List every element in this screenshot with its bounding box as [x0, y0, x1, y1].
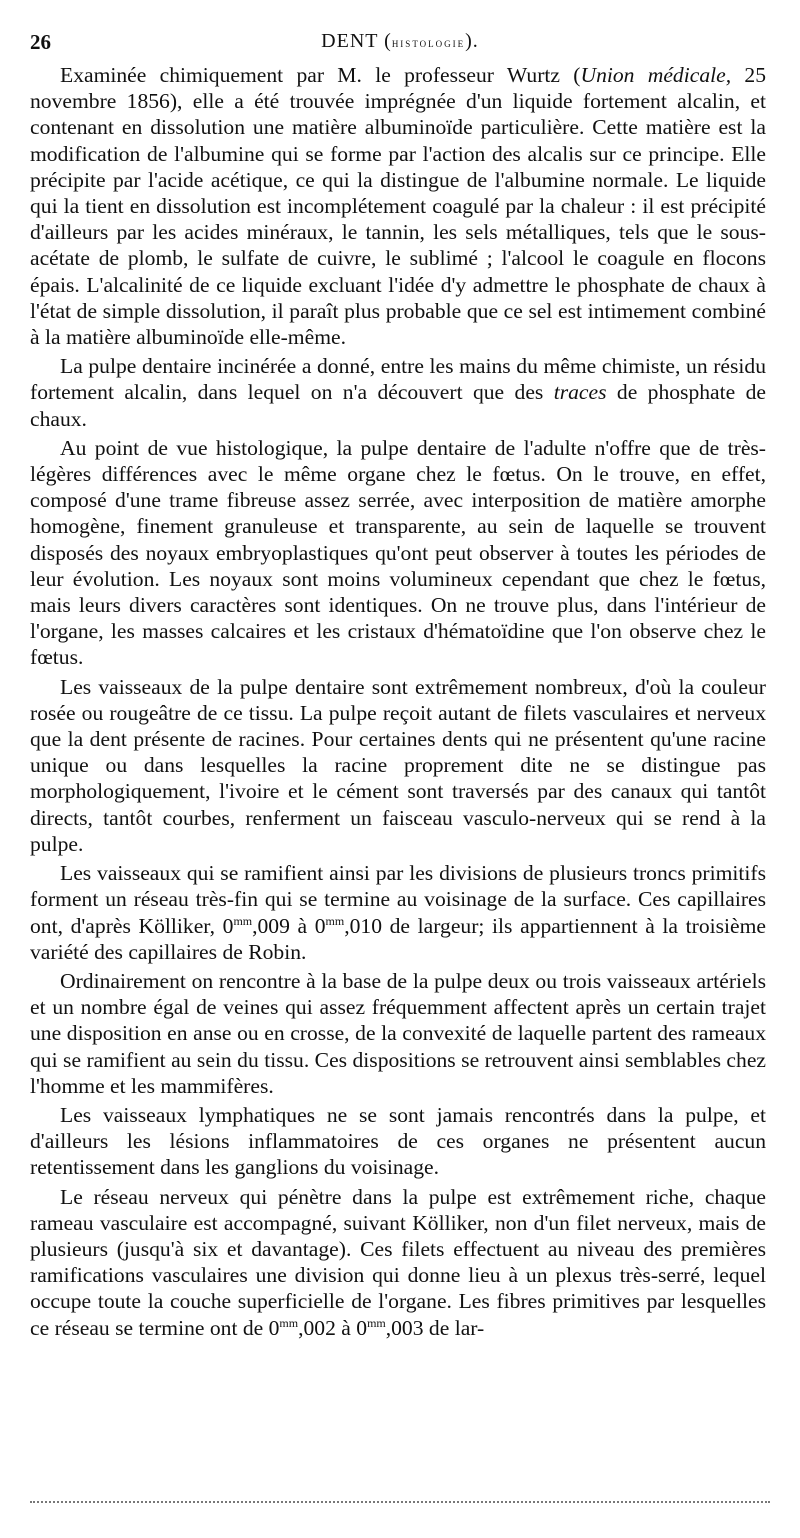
running-title-sub: histologie [391, 35, 466, 50]
unit-superscript: mm [279, 1315, 299, 1330]
paragraph-vessels: Les vaisseaux de la pulpe dentaire sont extrêmement nombreux, d'où la couleur rosée ou rougeâtre de ce tissu. La pulpe reçoit autant de filets vasculaires et nerveux que la dent présente de racines. Pour certaines dents qui ne présentent qu'une racine unique ou dans lesquelles la racine proprement dite ne se distingue pas morphologiquement, l'ivoire et le cément sont traversés par des canaux qui tantôt directs, tantôt courbes, renferment un faisceau vasculo-nerveux qui se rend à la pulpe. [30, 674, 766, 856]
running-title-main: DENT [321, 30, 379, 52]
running-title-open: ( [378, 30, 392, 52]
paragraph-arteries: Ordinairement on rencontre à la base de la pulpe deux ou trois vaisseaux artériels et un nombre égal de veines qui assez fréquemment affectent après un certain trajet une disposition en anse ou en crosse, de la convexité de laquelle partent des rameaux qui se ramifient au sein du tissu. Ces dispositions se retrouvent ainsi semblables chez l'homme et les mammifères. [30, 968, 766, 1098]
text-run: de phosphate de chaux. [30, 380, 766, 431]
page-number: 26 [30, 30, 51, 54]
text-run: ,003 de lar- [385, 1315, 485, 1340]
unit-superscript: mm [367, 1315, 386, 1330]
running-title-close: ). [465, 30, 479, 52]
text-run: ,002 à 0 [298, 1315, 368, 1340]
text-run: Le réseau nerveux qui pénètre dans la pulpe est extrêmement riche, chaque rameau vasculaire est accompagné, suivant Kölliker, non d'un filet nerveux, mais de plusieurs (jusqu'à six et davantage). Ces filets effectuent au niveau des premières ramifications vasculaires une division qui donne lieu à un plexus très-serré, lequel occupe toute la couche superficielle de l'organe. Les fibres primitives par lesquelles ce réseau se termine ont de 0 [30, 1184, 766, 1340]
footer-divider [30, 1501, 770, 1503]
paragraph-histology: Au point de vue histologique, la pulpe dentaire de l'adulte n'offre que de très-légères différences avec le même organe chez le fœtus. On le trouve, en effet, composé d'une trame fibreuse assez serrée, avec interposition de matière amorphe homogène, finement granuleuse et transparente, au sein de laquelle se trouvent disposés des noyaux embryoplastiques qu'ont peut observer à toutes les périodes de leur évolution. Les noyaux sont moins volumineux cependant que chez le fœtus, mais leurs divers caractères sont identiques. On ne trouve plus, dans l'intérieur de l'organe, les masses calcaires et les cristaux d'hématoïdine que l'on observe chez le fœtus. [30, 435, 766, 670]
text-run: ,010 de largeur; ils appartiennent à la troisième variété des capillaires de Robin. [30, 913, 766, 964]
citation-italic: Union médicale, [580, 63, 732, 87]
paragraph-incineration [30, 353, 766, 432]
unit-superscript: mm [233, 913, 253, 928]
unit-superscript: mm [325, 913, 345, 928]
text-run: Les vaisseaux qui se ramifient ainsi par les divisions de plusieurs troncs primitifs forment un réseau très-fin qui se termine au voisinage de la surface. Ces capillaires ont, d'après Kölliker, 0 [30, 861, 766, 938]
emphasis-italic: traces [553, 380, 607, 405]
paragraph-capillaries [30, 860, 766, 965]
text-run: 25 novembre 1856), elle a été trouvée imprégnée d'un liquide fortement alcalin, et contenant en dissolution une matière albuminoïde particulière. Cette matière est la modification de l'albumine qui se forme par l'action des alcalis sur ce principe. Elle précipite par l'acide acétique, ce qui la distingue de l'albumine normale. Le liquide qui la tient en dissolution est incomplétement coagulé par la chaleur : il est précipité d'ailleurs par les acides minéraux, le tannin, les sels métalliques, tels que le sous-acétate de plomb, le sulfate de cuivre, le sublimé ; l'alcool le coagule en flocons épais. L'alcalinité de ce liquide excluant l'idée d'y admettre le phosphate de chaux à l'état de simple dissolution, il paraît plus probable que ce sel est intimement combiné à la matière albuminoïde elle-même. [30, 63, 766, 350]
paragraph-nerves [30, 1184, 766, 1341]
paragraph-lymphatics: Les vaisseaux lymphatiques ne se sont jamais rencontrés dans la pulpe, et d'ailleurs les lésions inflammatoires de ces organes ne présentent aucun retentissement dans les ganglions du voisinage. [30, 1102, 766, 1180]
paragraph-chemical-analysis [30, 62, 766, 350]
page-header [30, 30, 770, 60]
running-title [30, 30, 770, 53]
text-run: Examinée chimiquement par M. le professeur Wurtz ( [60, 63, 581, 87]
text-run: ,009 à 0 [252, 913, 326, 938]
body-text [30, 62, 766, 1344]
text-run: La pulpe dentaire incinérée a donné, entre les mains du même chimiste, un résidu fortement alcalin, dans lequel on n'a découvert que des [30, 354, 766, 405]
